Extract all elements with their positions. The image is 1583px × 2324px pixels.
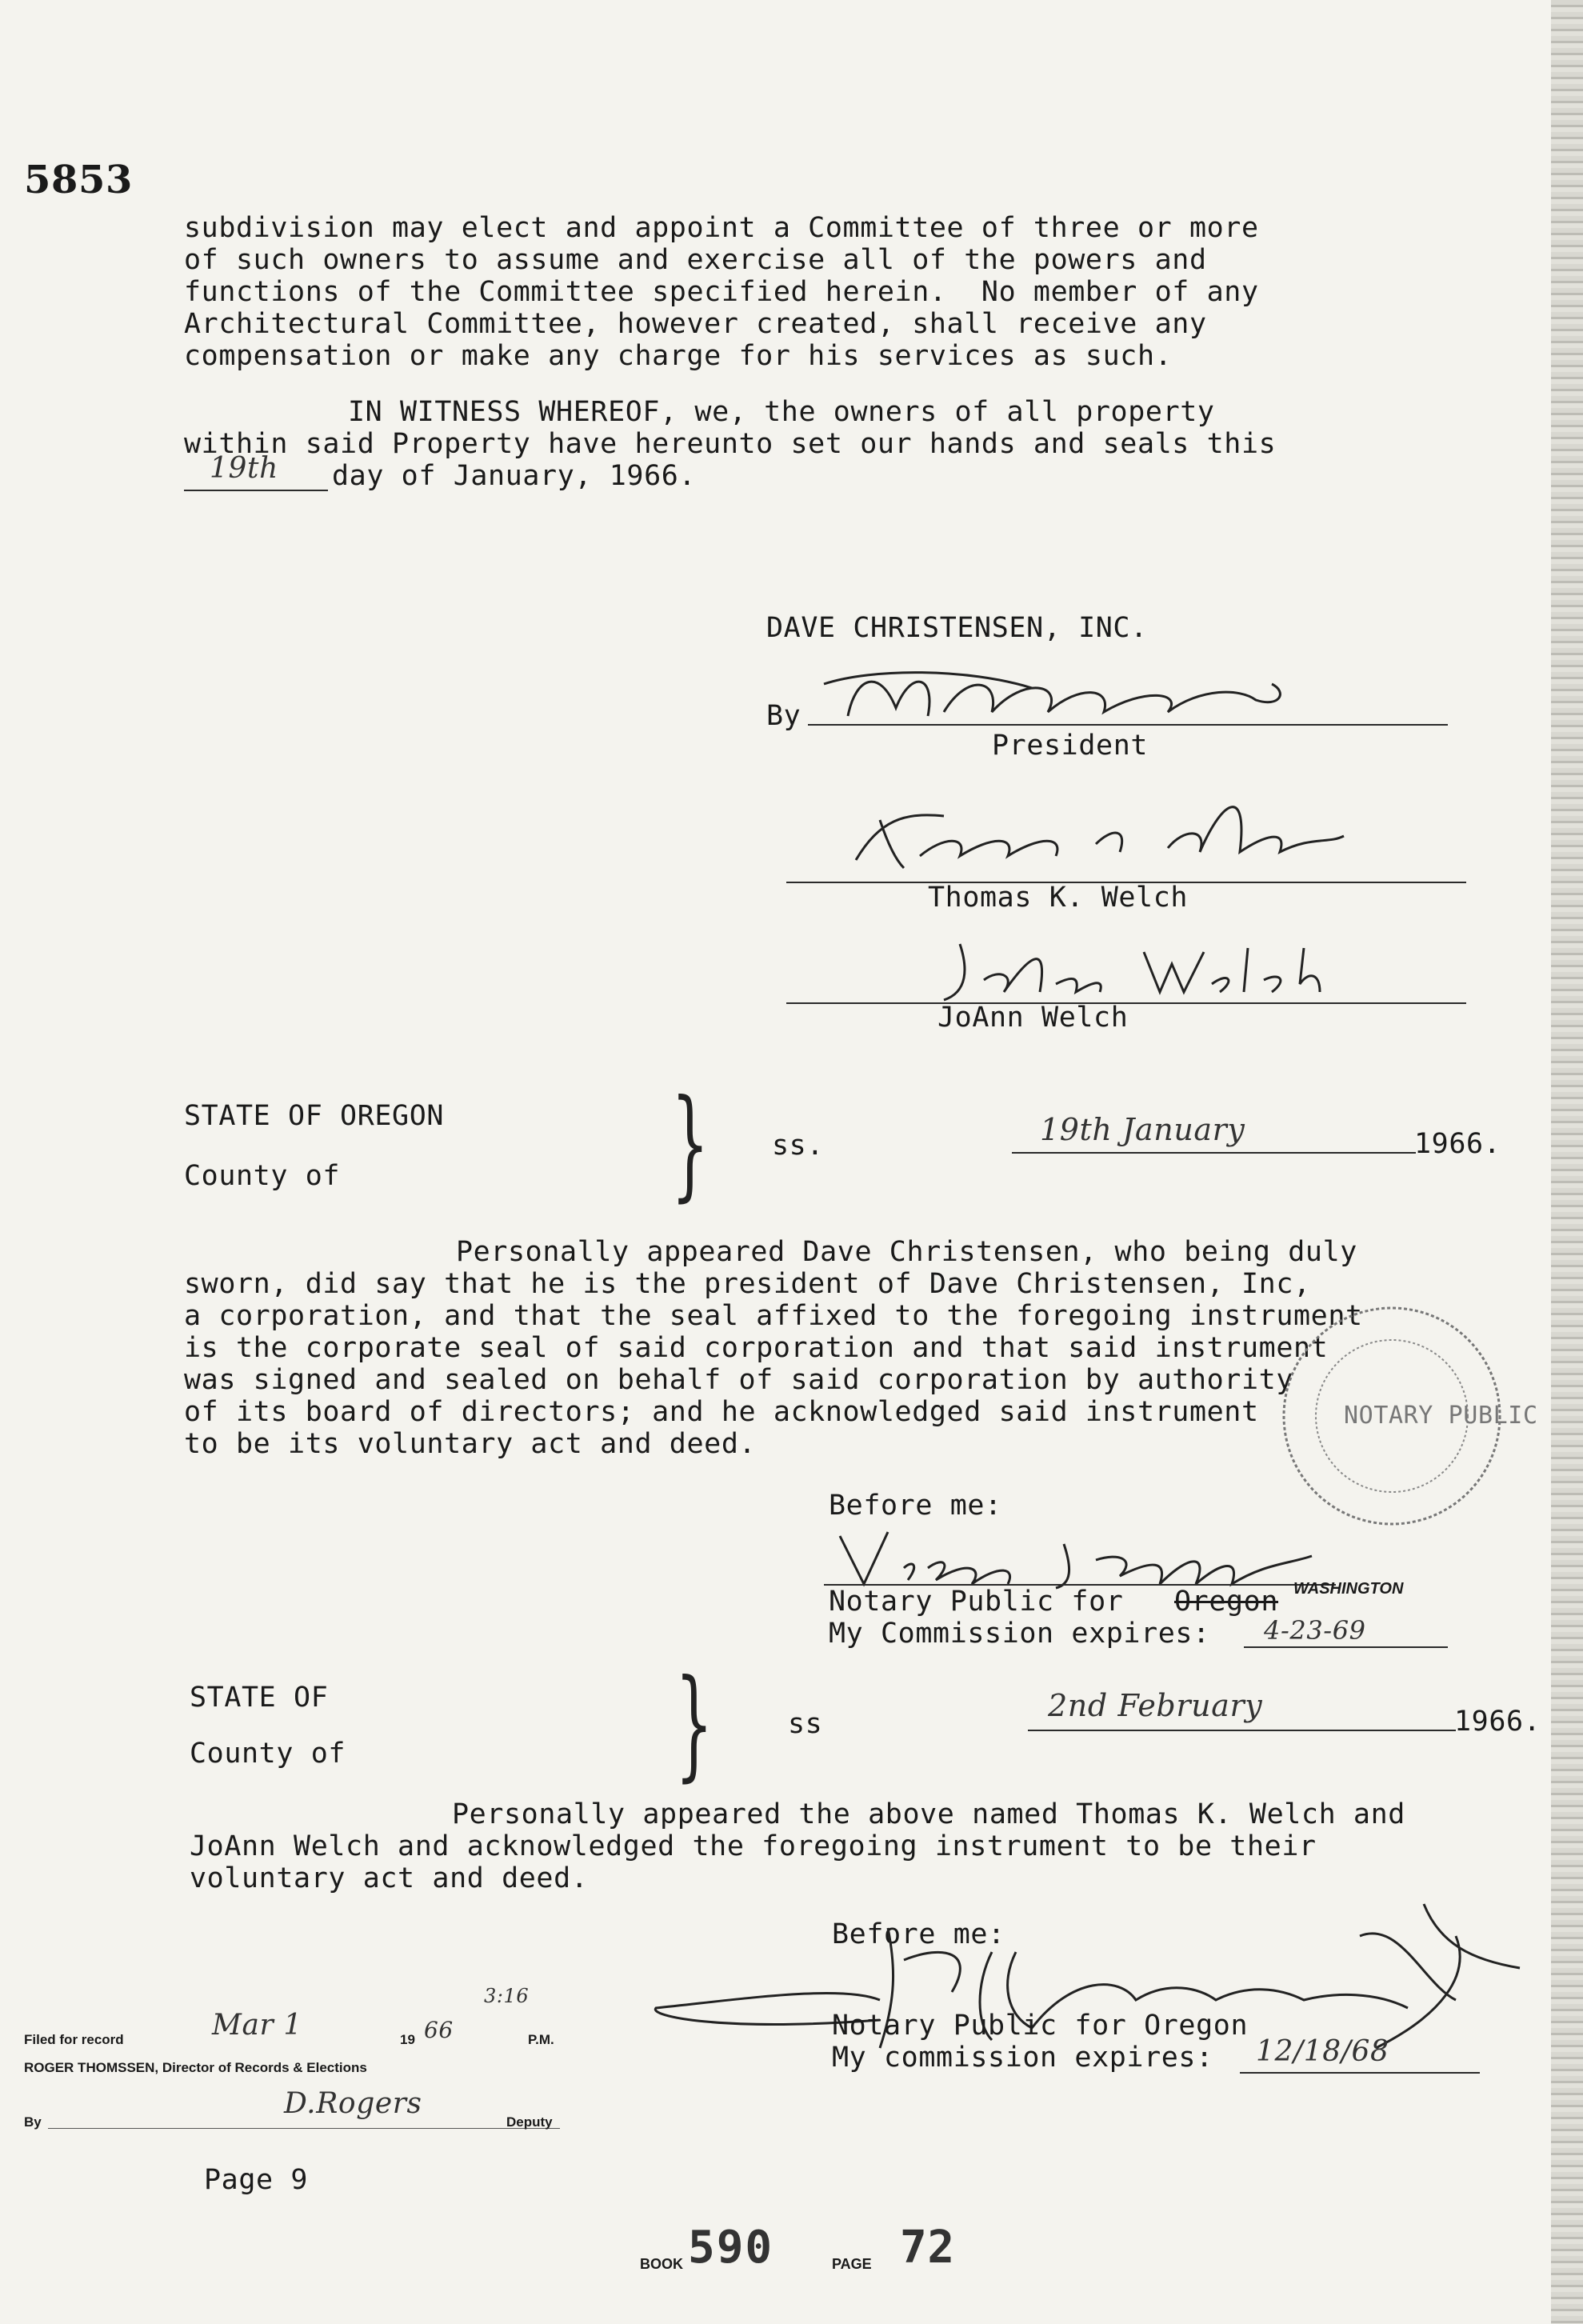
book-number: 590: [688, 2222, 774, 2274]
paragraph-line: a corporation, and that the seal affixed to the foregoing instrument: [184, 1300, 1363, 1332]
paragraph-line: voluntary act and deed.: [190, 1862, 589, 1894]
filed-for-record-label: Filed for record: [24, 2032, 124, 2047]
filed-year-suffix: 66: [424, 2017, 454, 2043]
joann-welch-name: JoAnn Welch: [937, 1002, 1129, 1034]
commission-date: 12/18/68: [1256, 2035, 1389, 2068]
filed-year-prefix: 19: [400, 2032, 415, 2047]
deputy-label: Deputy: [506, 2114, 553, 2130]
commission-date-line: [1240, 2072, 1480, 2074]
deputy-line: [48, 2128, 560, 2129]
notary1-signature: [832, 1520, 1328, 1592]
page-number: Page 9: [204, 2164, 309, 2196]
book-label: BOOK: [640, 2256, 683, 2272]
paragraph-line: of its board of directors; and he acknowledged said instrument: [184, 1396, 1259, 1428]
scan-edge: [1551, 0, 1583, 2324]
filed-date: Mar 1: [212, 2009, 302, 2042]
venue-brace: }: [674, 1654, 714, 1794]
before-me-label: Before me:: [829, 1490, 1002, 1522]
ss-label: ss: [788, 1708, 823, 1740]
paragraph-line: within said Property have hereunto set our hands and seals this: [184, 428, 1277, 460]
ack1-date-handwritten: 19th January: [1040, 1112, 1245, 1147]
director-label: ROGER THOMSSEN, Director of Records & Elections: [24, 2060, 367, 2075]
state-label: STATE OF: [190, 1682, 329, 1714]
paragraph-line: compensation or make any charge for his services as such.: [184, 340, 1173, 372]
paragraph-line: IN WITNESS WHEREOF, we, the owners of all property: [348, 396, 1215, 428]
filing-by-label: By: [24, 2114, 42, 2130]
ack2-year: 1966.: [1454, 1706, 1541, 1738]
day-blank-line: [184, 490, 328, 491]
venue-brace: }: [670, 1074, 710, 1214]
state-label: STATE OF OREGON: [184, 1100, 445, 1132]
ack2-date-handwritten: 2nd February: [1048, 1688, 1263, 1723]
by-label: By: [766, 700, 801, 732]
paragraph-line: day of January, 1966.: [332, 460, 697, 492]
president-signature-line: [808, 724, 1448, 726]
paragraph-line: to be its voluntary act and deed.: [184, 1428, 757, 1460]
president-label: President: [992, 730, 1149, 762]
paragraph-line: sworn, did say that he is the president of Dave Christensen, Inc,: [184, 1268, 1311, 1300]
page-label: PAGE: [832, 2256, 872, 2272]
paragraph-line: is the corporate seal of said corporation and that said instrument: [184, 1332, 1329, 1364]
am-pm: P.M.: [528, 2032, 554, 2047]
paragraph-line: was signed and sealed on behalf of said corporation by authority: [184, 1364, 1293, 1396]
ss-label: ss.: [772, 1130, 825, 1162]
notary-seal-text: NOTARY PUBLIC: [1344, 1402, 1538, 1430]
before-me-label: Before me:: [832, 1918, 1005, 1950]
president-signature: [808, 652, 1304, 732]
paragraph-line: JoAnn Welch and acknowledged the foregoing instrument to be their: [190, 1830, 1317, 1862]
paragraph-line: Architectural Committee, however created, shall receive any: [184, 308, 1207, 340]
document-number: 5853: [24, 158, 133, 202]
commission-date-line: [1244, 1646, 1448, 1648]
paragraph-line: functions of the Committee specified herein. No member of any: [184, 276, 1259, 308]
witness-day-handwritten: 19th: [210, 452, 278, 485]
paragraph-line: of such owners to assume and exercise all of the powers and: [184, 244, 1207, 276]
notary-public-label: Notary Public for Oregon: [832, 2010, 1249, 2042]
company-name: DAVE CHRISTENSEN, INC.: [766, 612, 1148, 644]
thomas-welch-name: Thomas K. Welch: [928, 882, 1189, 914]
thomas-welch-signature: [832, 780, 1360, 884]
deputy-signature: D.Rogers: [284, 2087, 422, 2120]
paragraph-line: subdivision may elect and appoint a Committee of three or more: [184, 212, 1259, 244]
book-page-number: 72: [900, 2222, 955, 2274]
commission-label: My commission expires:: [832, 2042, 1213, 2074]
ack1-year: 1966.: [1414, 1128, 1501, 1160]
notary-state-handwritten: WASHINGTON: [1293, 1580, 1404, 1598]
paragraph-line: Personally appeared Dave Christensen, who being duly: [456, 1236, 1357, 1268]
notary-public-label: Notary Public for: [829, 1586, 1124, 1618]
commission-date: 4-23-69: [1264, 1615, 1366, 1646]
county-label: County of: [184, 1160, 341, 1192]
paragraph-line: Personally appeared the above named Thomas K. Welch and: [452, 1798, 1405, 1830]
county-label: County of: [190, 1738, 346, 1770]
notary-state-struck: Oregon: [1174, 1586, 1279, 1618]
ack1-date-line: [1012, 1152, 1416, 1154]
filed-time: 3:16: [484, 1985, 530, 2007]
commission-label: My Commission expires:: [829, 1618, 1210, 1650]
joann-welch-signature: [928, 936, 1328, 1008]
ack2-date-line: [1028, 1730, 1456, 1731]
